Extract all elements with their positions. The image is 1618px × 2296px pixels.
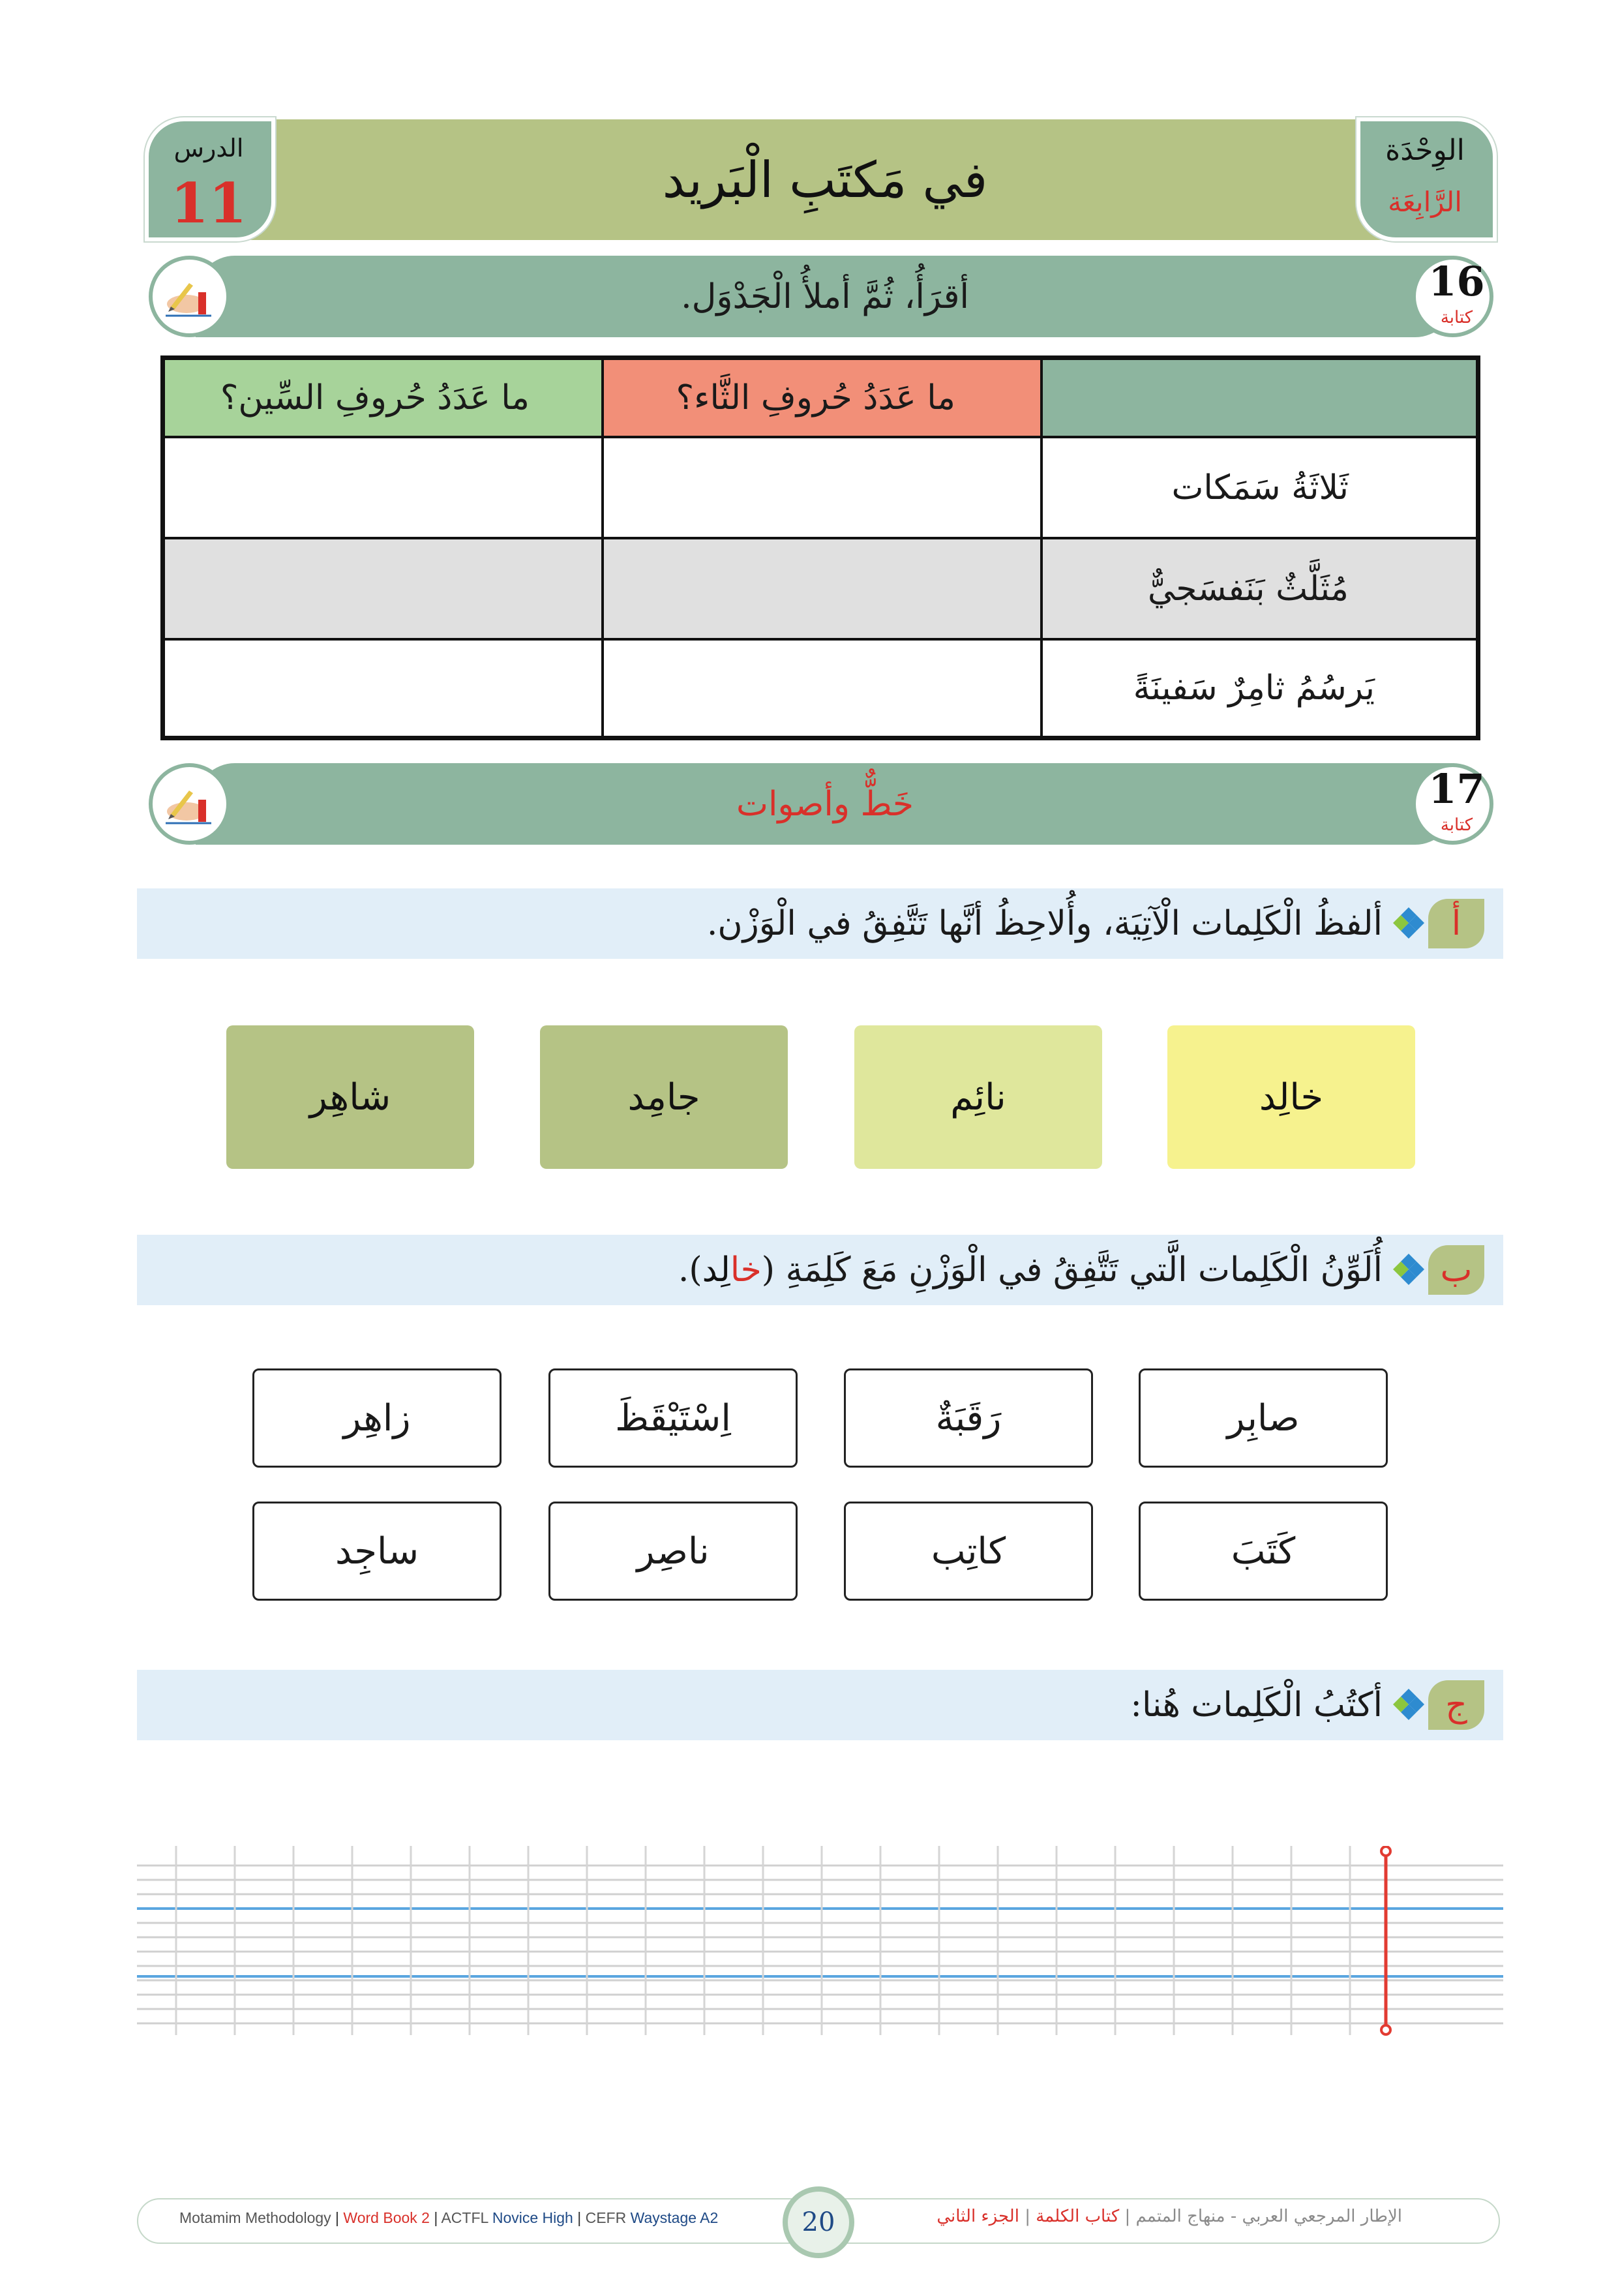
word-card: خالِد [1167,1025,1415,1169]
table-row-phrase: ثَلاثَةُ سَمَكات [1041,437,1477,538]
handwriting-lines[interactable] [137,1846,1503,2042]
letter-count-table [160,355,1480,740]
lesson-label: الدرس [173,134,244,162]
lesson-title: في مَكتَبِ الْبَريد [662,151,988,209]
footer-metadata: Motamim Methodology | Word Book 2 | ACTFL Novice High | CEFR Waystage A2 [179,2209,719,2226]
unit-label: الوِحْدَة [1385,134,1465,167]
colorable-word-box[interactable]: كَتَبَ [1139,1502,1388,1601]
table-header-tha: ما عَدَدُ حُروفِ الثَّاء؟ [603,359,1041,437]
exercise-16-instruction: أقرَأُ، ثُمَّ أملأُ الْجَدْوَل. [681,277,969,316]
exercise-17-title: خَطٌّ وأصوات [736,784,914,824]
colorable-word-box[interactable]: ساجِد [252,1502,502,1601]
part-a-letter: أ [1428,899,1484,948]
part-c-letter: ج [1428,1680,1484,1730]
table-cell-sin-1[interactable] [164,437,603,538]
table-header-empty [1041,359,1477,437]
unit-name: الرَّابِعَة [1388,186,1462,218]
table-row-phrase: مُثَلَّثٌ بَنَفسَجيٌّ [1041,538,1477,639]
table-cell-sin-2[interactable] [164,538,603,639]
footer-framework: الإطار المرجعي العربي - منهاج المتمم | كتاب الكلمة | الجزء الثاني [936,2207,1402,2226]
part-b-instruction: أُلَوِّنُ الْكَلِمات الَّتي تَتَّفِقُ في الْوَزْنِ مَعَ كَلِمَةِ ( خا لِد ). [678,1250,1383,1290]
colorable-word-box[interactable]: اِسْتَيْقَظَ [548,1368,798,1468]
diamond-bullet-icon [1389,1250,1428,1292]
table-cell-sin-3[interactable] [164,639,603,737]
table-cell-tha-2[interactable] [603,538,1041,639]
exercise-17-number: 17 [1428,765,1485,813]
colorable-word-box[interactable]: رَقَبَةٌ [844,1368,1093,1468]
writing-icon [149,256,230,337]
table-cell-tha-1[interactable] [603,437,1041,538]
colorable-word-box[interactable]: زاهِر [252,1368,502,1468]
writing-icon [149,763,230,845]
word-card: نائِم [854,1025,1102,1169]
diamond-bullet-icon [1389,1685,1428,1727]
lesson-number: 11 [170,171,247,235]
colorable-word-box[interactable]: كاتِب [844,1502,1093,1601]
table-header-sin: ما عَدَدُ حُروفِ السِّين؟ [164,359,603,437]
table-cell-tha-3[interactable] [603,639,1041,737]
part-b-letter: ب [1428,1245,1484,1295]
part-c-instruction: أكتُبُ الْكَلِمات هُنا: [1130,1685,1383,1725]
diamond-bullet-icon [1389,903,1428,945]
exercise-17-skill: كتابة [1440,815,1473,835]
exercise-16-number: 16 [1428,258,1485,305]
word-card: جامِد [540,1025,788,1169]
colorable-word-box[interactable]: ناصِر [548,1502,798,1601]
part-a-instruction: ألفظُ الْكَلِمات الْآتِيَة، وأُلاحِظُ أنَّها تَتَّفِقُ في الْوَزْن. [706,904,1383,943]
page-number: 20 [783,2186,854,2258]
exercise-16-skill: كتابة [1440,308,1473,327]
word-card: شاهِر [226,1025,474,1169]
colorable-word-box[interactable]: صابِر [1139,1368,1388,1468]
table-row-phrase: يَرسُمُ ثامِرٌ سَفينَةً [1041,639,1477,737]
